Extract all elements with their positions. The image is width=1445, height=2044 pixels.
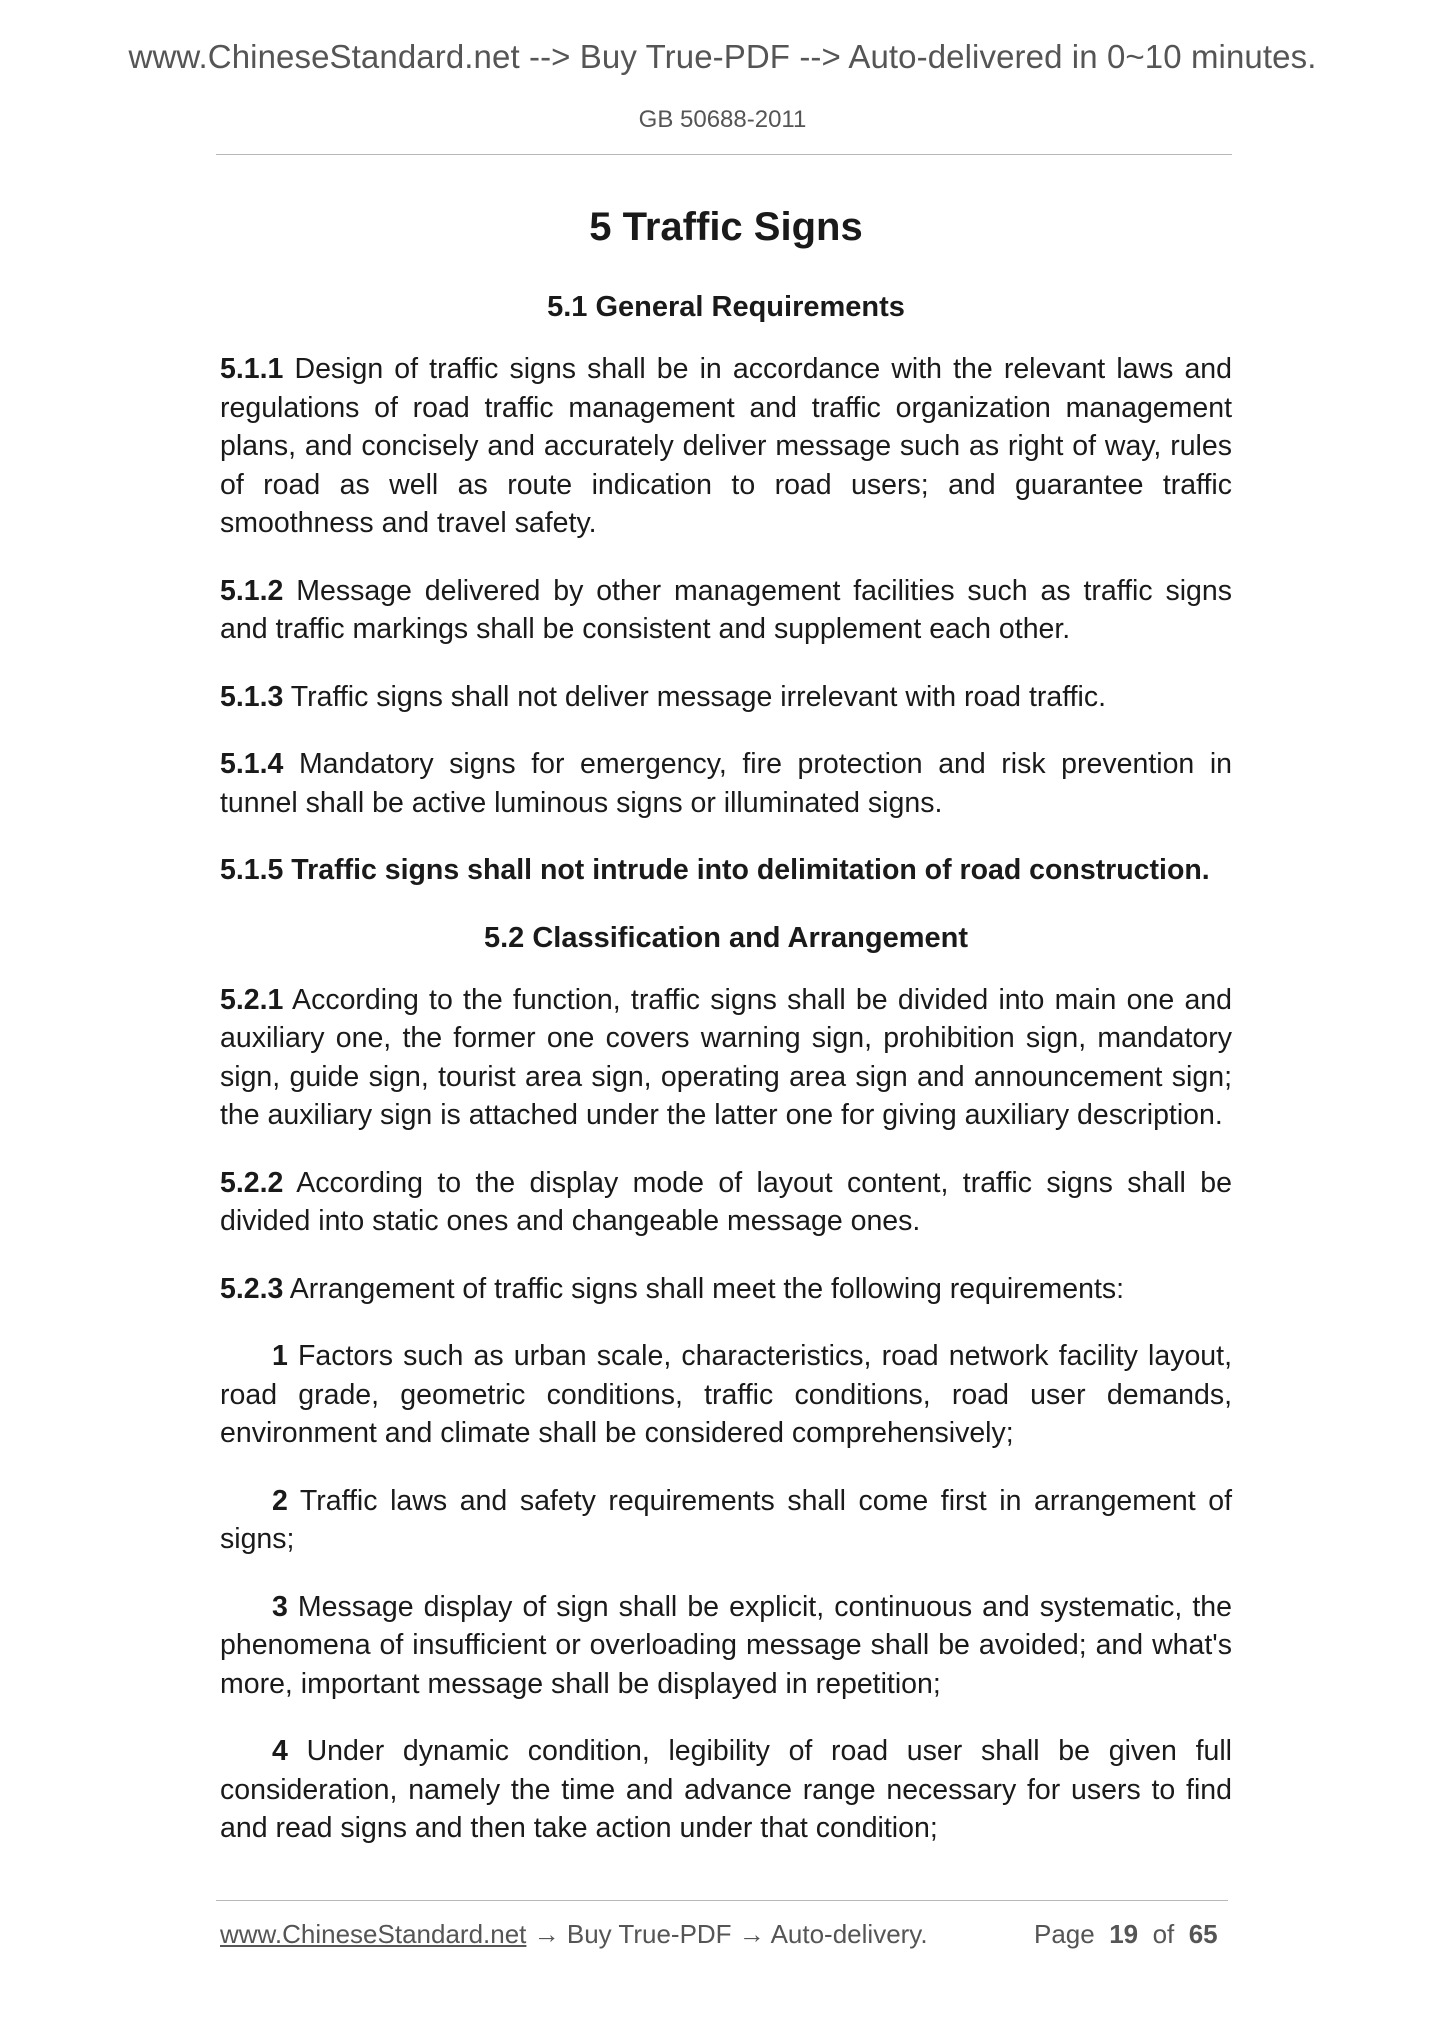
list-item-4 <box>220 1732 1232 1848</box>
list-item-2 <box>220 1482 1232 1559</box>
clause-text: Traffic signs shall not intrude into delimitation of road construction. <box>283 854 1210 886</box>
item-number: 4 <box>272 1735 288 1767</box>
footer-promo-text: → Buy True-PDF → Auto-delivery. <box>526 1919 928 1949</box>
clause-number: 5.2.3 <box>220 1272 284 1305</box>
clause-text: Arrangement of traffic signs shall meet the following requirements: <box>283 1272 1125 1305</box>
item-number: 1 <box>272 1340 288 1372</box>
item-text: Message display of sign shall be explicit, continuous and systematic, the phenomena of insufficient or overloading message shall be avoided; and what's more, important message shall be displayed in repetition; <box>220 1590 1232 1700</box>
item-text: Factors such as urban scale, characteristics, road network facility layout, road grade, geometric conditions, traffic conditions, road user demands, environment and climate shall be considered comprehensively; <box>220 1340 1232 1449</box>
clause-5-1-5 <box>220 851 1232 890</box>
clause-text: Message delivered by other management facilities such as traffic signs and traffic markings shall be consistent and supplement each other. <box>220 574 1232 645</box>
item-number: 3 <box>272 1590 288 1623</box>
clause-number: 5.1.3 <box>220 680 284 713</box>
of-label: of <box>1152 1919 1175 1949</box>
item-text: Traffic laws and safety requirements shall come first in arrangement of signs; <box>220 1484 1232 1555</box>
clause-5-1-4 <box>220 745 1232 822</box>
item-text: Under dynamic condition, legibility of road user shall be given full consideration, namely the time and advance range necessary for users to find and read signs and then take action under that condition; <box>220 1735 1232 1844</box>
item-number: 2 <box>272 1484 288 1517</box>
list-item-1 <box>220 1337 1232 1453</box>
clause-number: 5.1.5 <box>220 854 284 886</box>
footer-promo <box>220 1919 928 1950</box>
clause-text: Mandatory signs for emergency, fire protection and risk prevention in tunnel shall be active luminous signs or illuminated signs. <box>220 748 1232 819</box>
chapter-title: 5 Traffic Signs <box>589 205 863 249</box>
clause-text: According to the function, traffic signs shall be divided into main one and auxiliary one, the former one covers warning sign, prohibition sign, mandatory sign, guide sign, tourist area sign, operating area sign and announcement sign; the auxiliary sign is attached under the latter one for giving auxiliary description. <box>220 983 1232 1131</box>
clause-number: 5.1.4 <box>220 748 284 780</box>
clause-5-2-2 <box>220 1164 1232 1241</box>
clause-5-2-3 <box>220 1270 1232 1309</box>
header-banner: www.ChineseStandard.net --> Buy True-PDF --> Auto-delivered in 0~10 minutes. <box>128 38 1317 75</box>
document-code: GB 50688-2011 <box>638 106 807 133</box>
clause-number: 5.1.2 <box>220 574 284 607</box>
clause-text: Design of traffic signs shall be in accordance with the relevant laws and regulations of road traffic management and traffic organization management plans, and concisely and accurately deliver message such as right of way, rules of road as well as route indication to road users; and guarantee traffic smoothness and travel safety. <box>220 353 1232 539</box>
list-item-3 <box>220 1588 1232 1704</box>
page-total: 65 <box>1188 1919 1218 1949</box>
clause-number: 5.2.2 <box>220 1166 284 1199</box>
clause-5-2-1 <box>220 981 1232 1135</box>
clause-5-1-2 <box>220 572 1232 649</box>
footer-link[interactable]: www.ChineseStandard.net <box>220 1919 527 1949</box>
page-number: 19 <box>1109 1919 1139 1949</box>
page-content <box>220 192 1232 1877</box>
header-divider <box>216 154 1232 155</box>
clause-5-1-3 <box>220 678 1232 717</box>
clause-number: 5.2.1 <box>220 983 284 1016</box>
clause-text: Traffic signs shall not deliver message irrelevant with road traffic. <box>283 680 1107 713</box>
page-indicator <box>1034 1919 1218 1950</box>
clause-text: According to the display mode of layout content, traffic signs shall be divided into static ones and changeable message ones. <box>220 1166 1232 1237</box>
section-title: 5.1 General Requirements <box>547 291 905 323</box>
clause-number: 5.1.1 <box>220 353 284 385</box>
clause-5-1-1 <box>220 350 1232 543</box>
footer-divider <box>216 1900 1228 1901</box>
section-title: 5.2 Classification and Arrangement <box>483 921 968 954</box>
page-label: Page <box>1034 1919 1095 1949</box>
